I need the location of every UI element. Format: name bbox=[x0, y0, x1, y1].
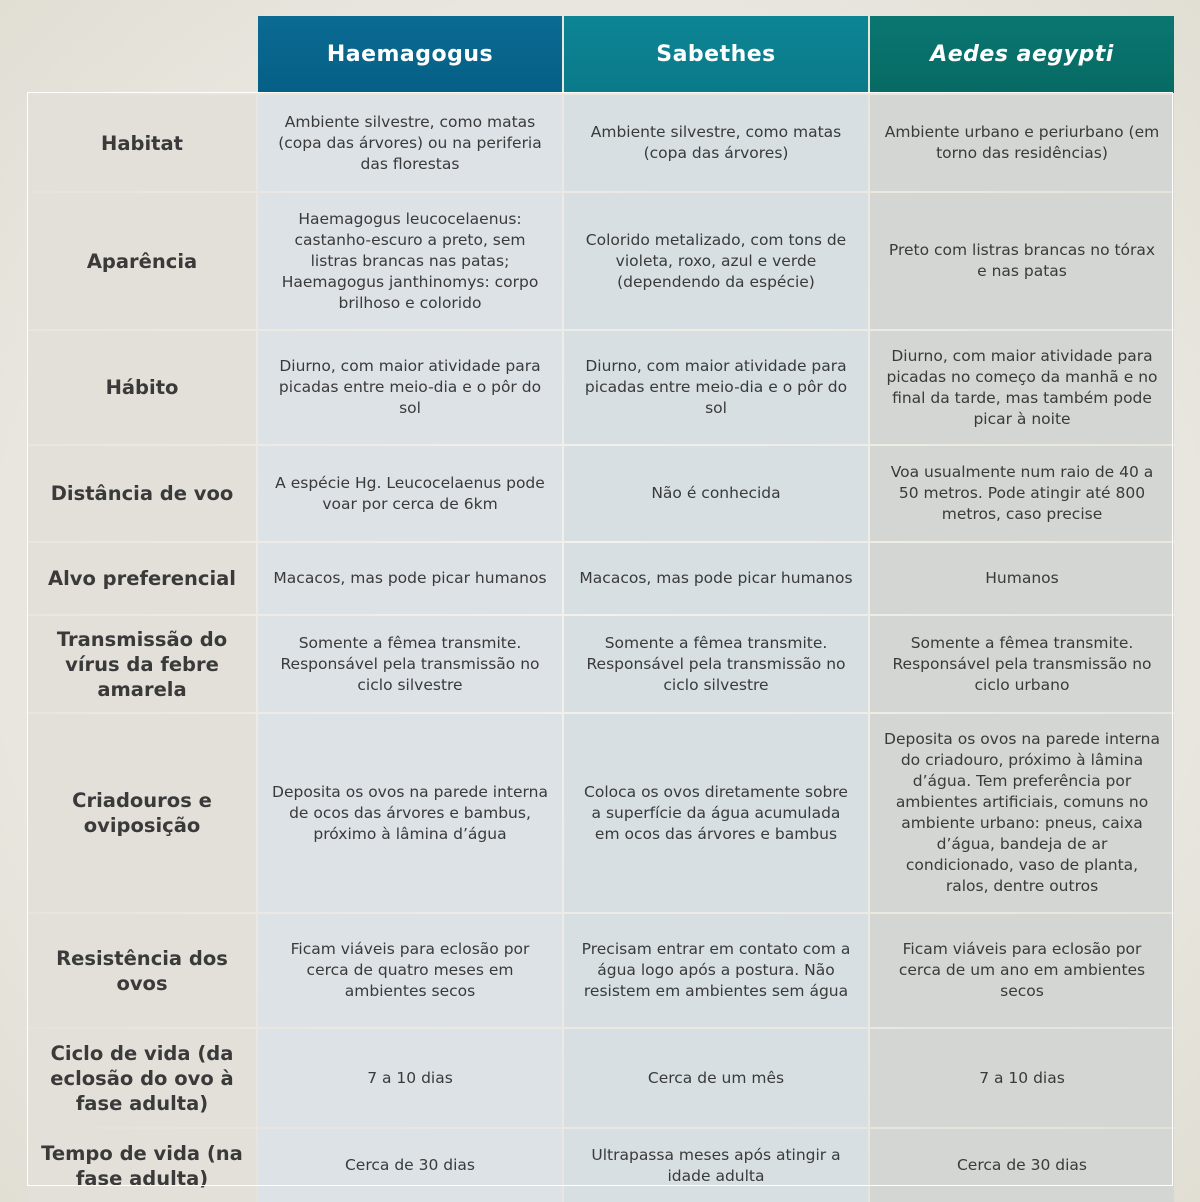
column-header-sabethes: Sabethes bbox=[564, 16, 868, 93]
table-cell: Deposita os ovos na parede interna do criadouro, próximo à lâmina d’água. Tem preferência por ambientes artificiais, comuns no ambiente urbano: pneus, caixa d’água, bandeja de ar condicionado, vaso de planta, ralos, dentre outros bbox=[870, 714, 1174, 912]
table-cell: Cerca de um mês bbox=[564, 1029, 868, 1127]
table-cell: Preto com listras brancas no tórax e nas patas bbox=[870, 193, 1174, 329]
table-cell: Coloca os ovos diretamente sobre a superfície da água acumulada em ocos das árvores e bambus bbox=[564, 714, 868, 912]
row-label-criadouros: Criadouros e oviposição bbox=[28, 714, 256, 912]
table-cell: Ultrapassa meses após atingir a idade adulta bbox=[564, 1129, 868, 1202]
table-cell: Ambiente silvestre, como matas (copa das árvores) bbox=[564, 95, 868, 191]
table-cell: Diurno, com maior atividade para picadas entre meio-dia e o pôr do sol bbox=[258, 331, 562, 444]
row-label-transmissao: Transmissão do vírus da febre amarela bbox=[28, 616, 256, 712]
row-label-alvo-preferencial: Alvo preferencial bbox=[28, 543, 256, 614]
column-header-haemagogus: Haemagogus bbox=[258, 16, 562, 93]
table-cell: Voa usualmente num raio de 40 a 50 metros. Pode atingir até 800 metros, caso precise bbox=[870, 446, 1174, 541]
table-cell: Cerca de 30 dias bbox=[870, 1129, 1174, 1202]
table-cell: Diurno, com maior atividade para picadas no começo da manhã e no final da tarde, mas também pode picar à noite bbox=[870, 331, 1174, 444]
table-cell: Ambiente silvestre, como matas (copa das árvores) ou na periferia das florestas bbox=[258, 95, 562, 191]
table-cell: Ambiente urbano e periurbano (em torno das residências) bbox=[870, 95, 1174, 191]
table-cell: Ficam viáveis para eclosão por cerca de quatro meses em ambientes secos bbox=[258, 914, 562, 1027]
table-cell: Somente a fêmea transmite. Responsável pela transmissão no ciclo silvestre bbox=[564, 616, 868, 712]
table-cell: Colorido metalizado, com tons de violeta, roxo, azul e verde (dependendo da espécie) bbox=[564, 193, 868, 329]
table-corner bbox=[28, 16, 256, 93]
table-cell: Deposita os ovos na parede interna de ocos das árvores e bambus, próximo à lâmina d’água bbox=[258, 714, 562, 912]
row-label-tempo-de-vida: Tempo de vida (na fase adulta) bbox=[28, 1129, 256, 1202]
row-label-aparencia: Aparência bbox=[28, 193, 256, 329]
row-label-distancia-de-voo: Distância de voo bbox=[28, 446, 256, 541]
table-cell: Ficam viáveis para eclosão por cerca de um ano em ambientes secos bbox=[870, 914, 1174, 1027]
table-cell: A espécie Hg. Leucocelaenus pode voar por cerca de 6km bbox=[258, 446, 562, 541]
table-cell: Diurno, com maior atividade para picadas entre meio-dia e o pôr do sol bbox=[564, 331, 868, 444]
row-label-ciclo-de-vida: Ciclo de vida (da eclosão do ovo à fase adulta) bbox=[28, 1029, 256, 1127]
table-cell: Somente a fêmea transmite. Responsável pela transmissão no ciclo silvestre bbox=[258, 616, 562, 712]
table-cell: 7 a 10 dias bbox=[258, 1029, 562, 1127]
table-cell: Somente a fêmea transmite. Responsável pela transmissão no ciclo urbano bbox=[870, 616, 1174, 712]
table-cell: Haemagogus leucocelaenus: castanho-escuro a preto, sem listras brancas nas patas; Haemagogus janthinomys: corpo brilhoso e colorido bbox=[258, 193, 562, 329]
comparison-table bbox=[28, 16, 1174, 1202]
row-label-habito: Hábito bbox=[28, 331, 256, 444]
table-cell: Macacos, mas pode picar humanos bbox=[564, 543, 868, 614]
table-cell: Precisam entrar em contato com a água logo após a postura. Não resistem em ambientes sem água bbox=[564, 914, 868, 1027]
row-label-habitat: Habitat bbox=[28, 95, 256, 191]
table-cell: Macacos, mas pode picar humanos bbox=[258, 543, 562, 614]
table-cell: 7 a 10 dias bbox=[870, 1029, 1174, 1127]
row-label-resistencia-dos-ovos: Resistência dos ovos bbox=[28, 914, 256, 1027]
table-cell: Cerca de 30 dias bbox=[258, 1129, 562, 1202]
column-header-aedes-aegypti: Aedes aegypti bbox=[870, 16, 1174, 93]
table-cell: Não é conhecida bbox=[564, 446, 868, 541]
table-cell: Humanos bbox=[870, 543, 1174, 614]
